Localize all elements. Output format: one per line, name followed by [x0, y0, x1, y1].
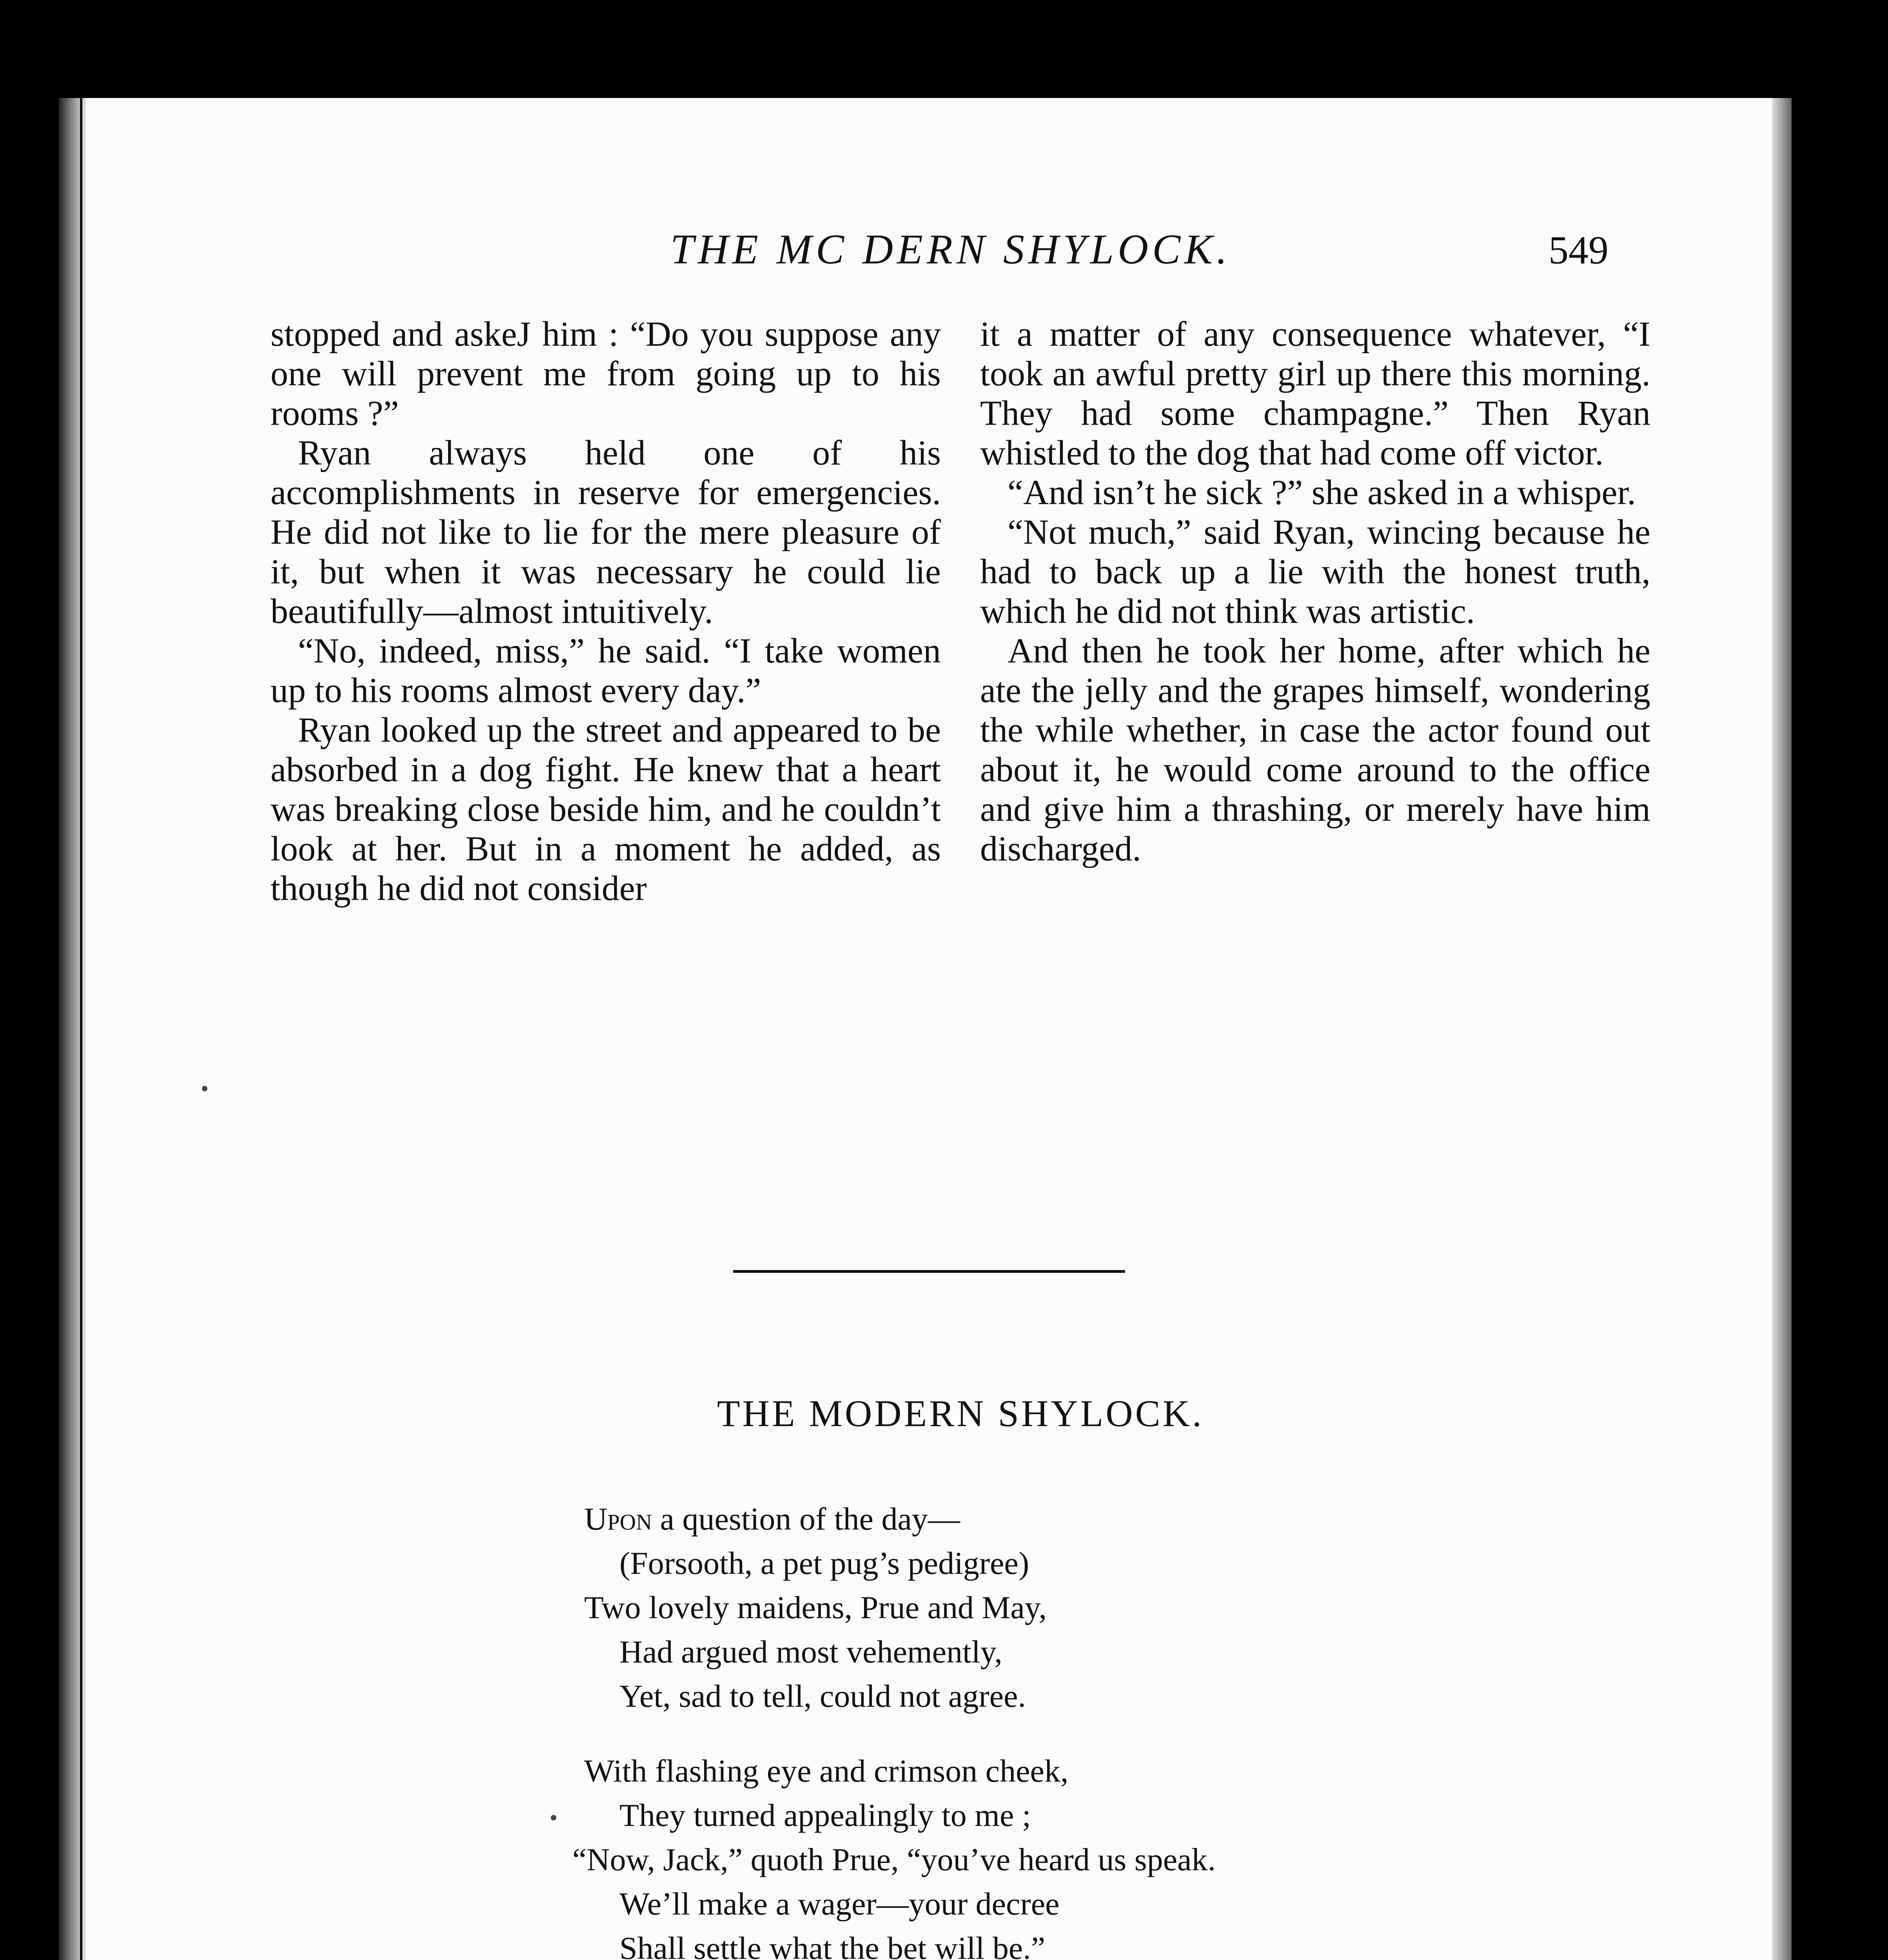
poem-first-word: Upon: [584, 1501, 652, 1537]
prose-left-column: [270, 314, 941, 908]
gutter-line: [80, 98, 82, 1960]
paragraph: “Not much,” said Ryan, wincing because he had to back up a lie with the honest truth, which he did not think was artistic.: [980, 513, 1650, 631]
poem-line: With flashing eye and crimson cheek,: [584, 1753, 1069, 1789]
running-title: THE MC DERN SHYLOCK.: [670, 226, 1231, 273]
poem-line: “Now, Jack,” quoth Prue, “you’ve heard us speak.: [572, 1842, 1216, 1877]
poem-line: They turned appealingly to me ;: [619, 1797, 1031, 1833]
paragraph: “And isn’t he sick ?” she asked in a whisper.: [1008, 473, 1636, 512]
print-speck: [202, 1086, 207, 1091]
poem-line: Two lovely maidens, Prue and May,: [584, 1590, 1047, 1625]
paragraph: stopped and askeJ him : “Do you suppose any one will prevent me from going up to his rooms ?”: [270, 315, 941, 433]
stanza: [584, 1497, 1525, 1718]
poem-line: Yet, sad to tell, could not agree.: [619, 1678, 1026, 1714]
print-speck: [551, 1815, 556, 1820]
poem-line: (Forsooth, a pet pug’s pedigree): [619, 1545, 1029, 1581]
stanza: [572, 1749, 1525, 1960]
prose-right-column: [980, 314, 1650, 869]
paragraph: Ryan always held one of his accomplishments in reserve for emergencies. He did not like to lie for the mere pleasure of it, but when it was necessary he could lie beautifully—almost intuitively.: [270, 434, 941, 631]
page-right-edge: [1772, 98, 1792, 1960]
poem-line: Shall settle what the bet will be.”: [619, 1930, 1046, 1960]
paragraph: “No, indeed, miss,” he said. “I take women up to his rooms almost every day.”: [270, 632, 941, 710]
paragraph: And then he took her home, after which he ate the jelly and the grapes himself, wondering the while whether, in case the actor found out about it, he would come around to the office and give him a thrashing, or merely have him discharged.: [980, 632, 1650, 868]
poem-body: [572, 1497, 1525, 1960]
paragraph: Ryan looked up the street and appeared to be absorbed in a dog fight. He knew that a heart was breaking close beside him, and he couldn’t look at her. But in a moment he added, as though he did not consider: [270, 711, 941, 908]
book-page: [59, 98, 1792, 1960]
poem-title: THE MODERN SHYLOCK.: [717, 1392, 1204, 1434]
poem-line: Had argued most vehemently,: [619, 1634, 1002, 1670]
paragraph: it a matter of any consequence whatever, “I took an awful pretty girl up there this morning. They had some champagne.” Then Ryan whistled to the dog that had come off victor.: [980, 315, 1650, 472]
poem-line: We’ll make a wager—your decree: [619, 1886, 1060, 1922]
section-divider-rule: [733, 1270, 1125, 1273]
poem-line: Upon a question of the day—: [584, 1501, 960, 1537]
page-number: 549: [1549, 228, 1608, 272]
